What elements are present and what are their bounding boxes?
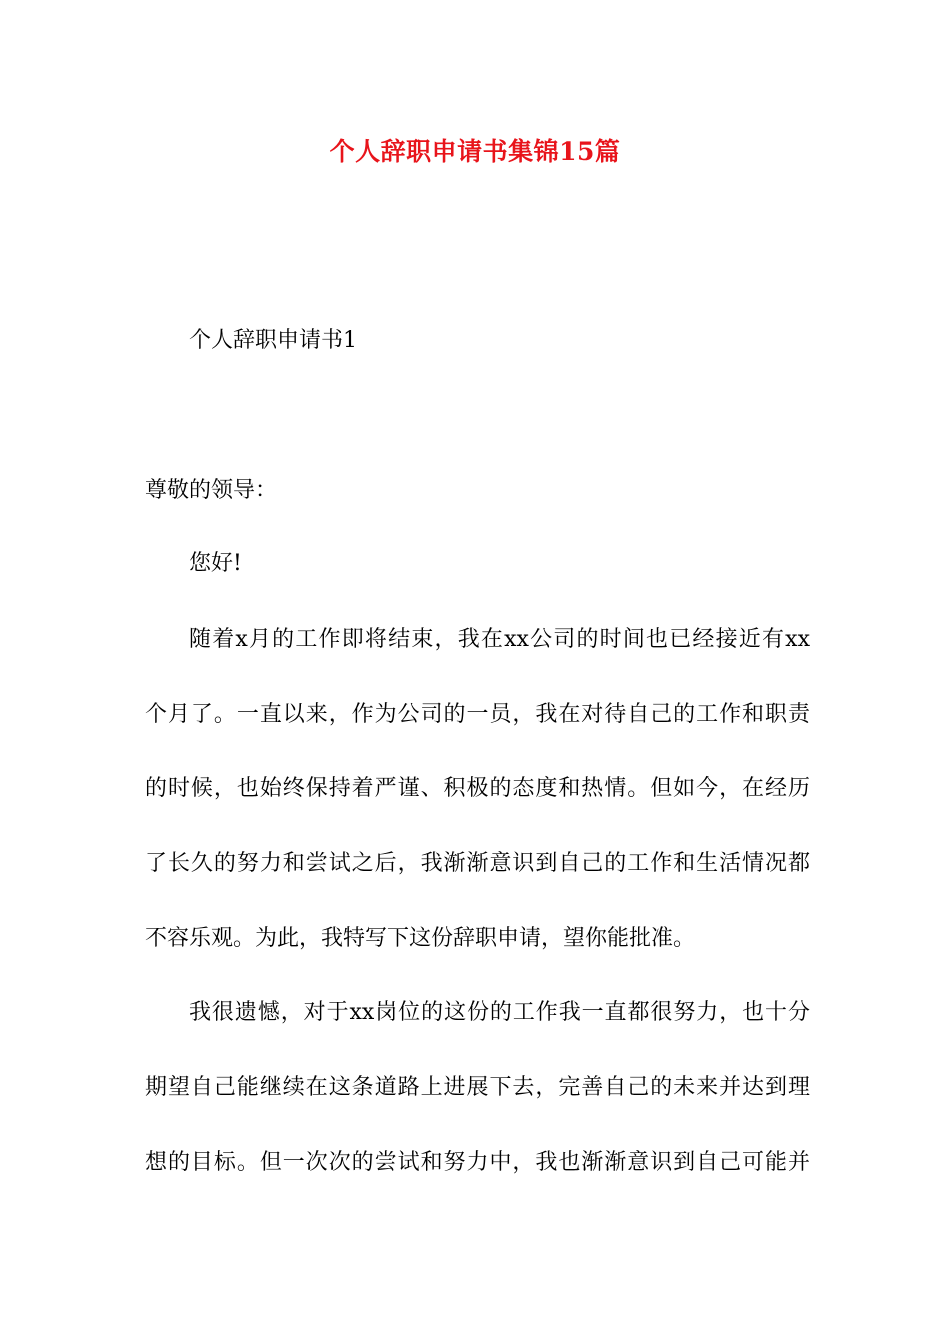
paragraph2-line-2: 期望自己能继续在这条道路上进展下去，完善自己的未来并达到理 — [145, 1075, 810, 1100]
paragraph2-line-1: 我很遗憾，对于xx岗位的这份的工作我一直都很努力，也十分 — [189, 1000, 810, 1025]
paragraph1-line-5: 不容乐观。为此，我特写下这份辞职申请，望你能批准。 — [145, 926, 696, 951]
paragraph1-line-4: 了长久的努力和尝试之后，我渐渐意识到自己的工作和生活情况都 — [145, 851, 810, 876]
greeting: 您好! — [189, 551, 242, 576]
paragraph1-line-1: 随着x月的工作即将结束，我在xx公司的时间也已经接近有xx — [189, 627, 810, 652]
document-title: 个人辞职申请书集锦15篇 — [329, 137, 621, 166]
paragraph1-line-2: 个月了。一直以来，作为公司的一员，我在对待自己的工作和职责 — [145, 702, 810, 727]
paragraph1-line-3: 的时候，也始终保持着严谨、积极的态度和热情。但如今，在经历 — [145, 776, 810, 801]
section-heading: 个人辞职申请书1 — [189, 328, 357, 353]
salutation: 尊敬的领导： — [145, 478, 278, 503]
paragraph2-line-3: 想的目标。但一次次的尝试和努力中，我也渐渐意识到自己可能并 — [145, 1150, 810, 1175]
